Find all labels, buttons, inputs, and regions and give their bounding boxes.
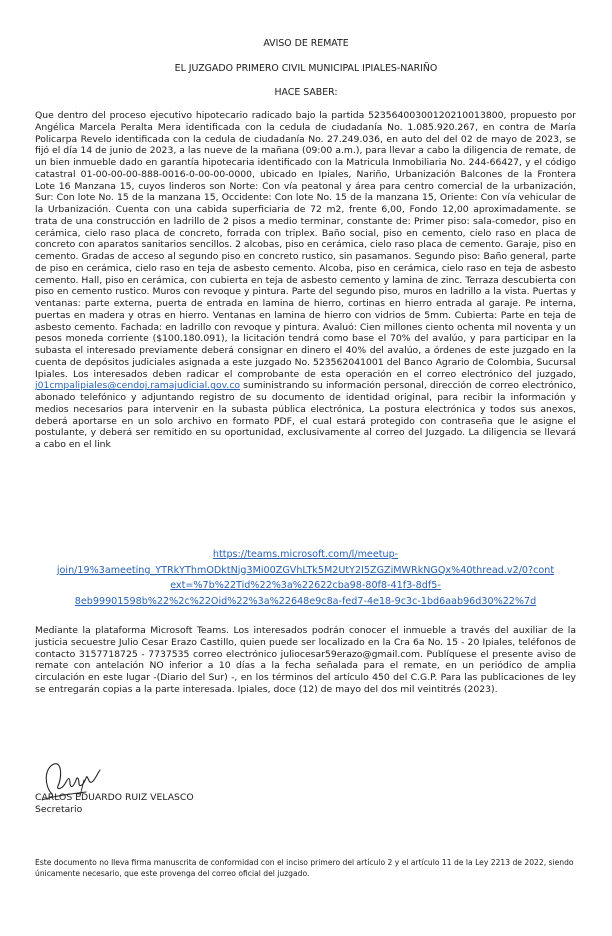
signer-role: Secretario [35, 804, 83, 815]
signer-name: CARLOS EDUARDO RUIZ VELASCO [35, 792, 194, 803]
court-email-link[interactable]: j01cmpalipiales@cendoj.ramajudicial.gov.co [35, 380, 241, 392]
teams-link-line[interactable]: join/19%3ameeting_YTRkYThmODktNjg3Mi00ZGVhLTk5M2UtY2I5ZGZiMWRkNGQx%40thread.v2/0?cont [56, 564, 555, 576]
teams-link-line[interactable]: ext=%7b%22Tid%22%3a%22622cba98-80f8-41f3-8df5- [170, 580, 441, 591]
teams-link-line[interactable]: https://teams.microsoft.com/l/meetup- [212, 549, 399, 560]
teams-link-line[interactable]: 8eb99901598b%22%2c%22Oid%22%3a%22648e9c8a-fed7-4e18-9c3c-1bd6aab96d30%22%7d [74, 595, 537, 607]
notice-body-text-continued: suministrando su información personal, dirección de correo electrónico, abonado telefónico y adjuntando registro de su documento de identidad original, para recibir la información y medios necesarios para intervenir en la subasta pública electrónica, La postura electrónica y todos sus anexos, deberá aportarse en un solo archivo en formato PDF, el cual estará protegido con contraseña que le asigne el postulante, y deberá ser remitido en su oportunidad, exclusivamente al correo del Juzgado. La diligencia se llevará a cabo en el link [35, 380, 576, 450]
closing-paragraph: Mediante la plataforma Microsoft Teams. Los interesados podrán conocer el inmueble a través del auxiliar de la justicia secuestre Julio Cesar Erazo Castillo, quien puede ser localizado en la Cra 6a No. 15 - 20 Ipiales, teléfonos de contacto 3157718725 - 7737535 correo electrónico juliocesar59erazo@gmail.com. Publíquese el presente aviso de remate con antelación NO inferior a 10 días a la fecha señalada para el remate, en un periódico de amplia circulación en este lugar -(Diario del Sur) -, en los términos del artículo 450 del C.G.P. Para las publicaciones de ley se entregarán copias a la parte interesada. Ipiales, doce (12) de mayo del dos mil veintitrés (2023). [35, 625, 576, 695]
announcement-heading: HACE SABER: [274, 87, 338, 98]
document-title: AVISO DE REMATE [263, 38, 349, 49]
notice-body-text: Que dentro del proceso ejecutivo hipotecario radicado bajo la partida 52356400300120210013800, propuesto por Angélica Marcela Peralta Mera identificada con la cedula de ciudadanía No. 1.085.920.267, en contra de María Policarpa Revelo identificada con la cedula de ciudadanía No. 27.249.036, en auto del del 02 de mayo de 2023, se fijó el día 14 de junio de 2023, a las nueve de la mañana (09:00 a.m.), para llevar a cabo la diligencia de remate, de un bien inmueble dado en garantía hipotecaria identificado con la Matricula Inmobiliaria No. 244-66427, y el código catastral 01-00-00-00-888-0016-0-00-00-0000, ubicado en Ipiales, Nariño, Urbanización Balcones de la Frontera Lote 16 Manzana 15, cuyos linderos son Norte: Con vía peatonal y área para centro comercial de la urbanización, Sur: Con lote No. 15 de la manzana 15, Occidente: Con lote No. 15 de la manzana 15, Oriente: Con vía vehicular de la Urbanización. Cuenta con una cabida superficiaria de 72 m2, frente 6,00, Fondo 12,00 aproximadamente. se trata de una construcción en ladrillo de 2 pisos a medio terminar, constante de: Primer piso: sala-comedor, piso en cerámica, cielo raso placa de concreto, forrada con triplex. Baño social, piso en cemento, cielo raso en placa de concreto con aparatos sanitarios sencillos. 2 alcobas, piso en cerámica, cielo raso placa de cemento. Garaje, piso en cemento. Gradas de acceso al segundo piso en concreto rustico, sin pasamanos. Segundo piso: Baño general, parte de piso en cerámica, cielo raso en teja de asbesto cemento. Alcoba, piso en cerámica, cielo raso en teja de asbesto cemento. Hall, piso en cerámica, con cubierta en teja de asbesto cemento y lamina de zinc. Terraza descubierta con piso en cemento rustico. Muros con revoque y pintura. Parte del segundo piso, muros en ladrillo a la vista. Puertas y ventanas: parte externa, puerta de entrada en lamina de hierro, cortinas en hierro entrada al garaje. Pe interna, puertas en madera y otras en hierro. Ventanas en lamina de hierro con vidrios de 5mm. Cubierta: Parte en teja de asbesto cemento. Fachada: en ladrillo con revoque y pintura. Avaluó: Cien millones ciento ochenta mil noventa y un pesos moneda corriente ($100.180.091), la licitación tendrá como base el 70% del avalúo, y para participar en la subasta el interesado previamente deberá consignar en dinero el 40% del avalúo, a órdenes de este juzgado en la cuenta de depósitos judiciales asignada a este juzgado No. 523562041001 del Banco Agrario de Colombia, Sucursal Ipiales. Los interesados deben radicar el comprobante de esta operación en el correo electrónico del juzgado, [35, 110, 576, 380]
notice-body-paragraph [35, 110, 576, 451]
court-name: EL JUZGADO PRIMERO CIVIL MUNICIPAL IPIALES-NARIÑO [174, 63, 438, 74]
footer-note: Este documento no lleva firma manuscrita de conformidad con el inciso primero del artículo 2 y el artículo 11 de la Ley 2213 de 2022, siendo únicamente necesario, que este provenga del correo oficial del juzgado. [35, 858, 574, 878]
teams-meeting-link[interactable] [35, 547, 576, 609]
